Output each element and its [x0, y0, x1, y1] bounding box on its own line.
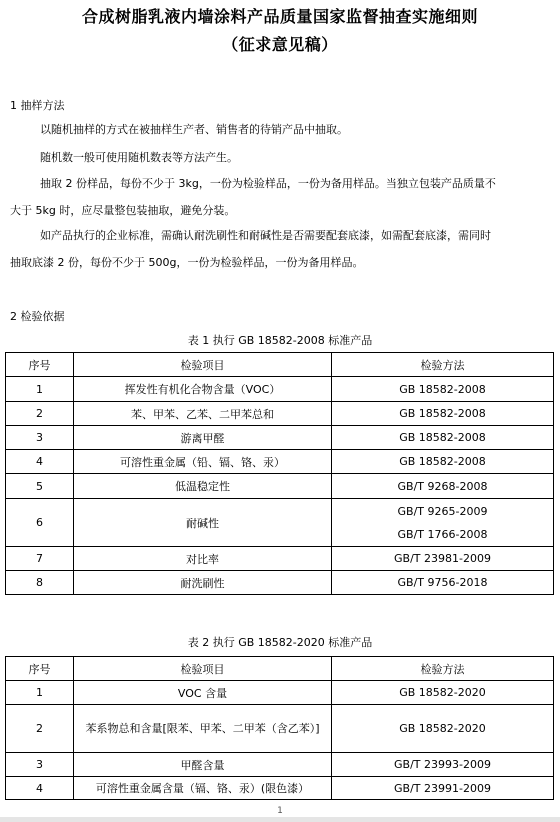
- table-row: [6, 681, 554, 705]
- row-method: GB 18582-2008: [332, 402, 554, 426]
- table1-caption: 表 1 执行 GB 18582-2008 标准产品: [187, 334, 373, 347]
- header-no: 序号: [6, 353, 74, 377]
- sampling-paragraph-4-line2: 抽取底漆 2 份，每份不少于 500g，一份为检验样品，一份为备用样品。: [10, 256, 364, 269]
- method-line: GB/T 1766-2008: [397, 527, 488, 541]
- row-item: 甲醛含量: [74, 753, 332, 777]
- table-row: [6, 474, 554, 499]
- header-no: 序号: [6, 657, 74, 681]
- page-number: 1: [277, 806, 283, 816]
- table-row: [6, 777, 554, 800]
- row-item: VOC 含量: [74, 681, 332, 705]
- row-no: 4: [6, 777, 74, 800]
- table-row: [6, 426, 554, 450]
- row-method: GB/T 9756-2018: [332, 571, 554, 595]
- sampling-paragraph-3-line1: 抽取 2 份样品，每份不少于 3kg，一份为检验样品，一份为备用样品。当独立包装产品质量不: [40, 177, 496, 190]
- table-header-row: [6, 657, 554, 681]
- table-row: [6, 450, 554, 474]
- table1: [5, 352, 554, 595]
- row-no: 7: [6, 547, 74, 571]
- table-row: [6, 571, 554, 595]
- sampling-paragraph-1: 以随机抽样的方式在被抽样生产者、销售者的待销产品中抽取。: [40, 123, 348, 136]
- table-row: [6, 547, 554, 571]
- row-item: 对比率: [74, 547, 332, 571]
- row-no: 3: [6, 753, 74, 777]
- row-no: 6: [6, 499, 74, 547]
- document-subtitle: （征求意见稿）: [222, 35, 338, 54]
- row-no: 2: [6, 705, 74, 753]
- row-item: 低温稳定性: [74, 474, 332, 499]
- row-method: GB 18582-2008: [332, 426, 554, 450]
- row-item: 耐碱性: [74, 499, 332, 547]
- row-no: 8: [6, 571, 74, 595]
- table2-caption: 表 2 执行 GB 18582-2020 标准产品: [187, 636, 373, 649]
- row-method: GB/T 23991-2009: [332, 777, 554, 800]
- row-method: [332, 499, 554, 547]
- row-no: 1: [6, 377, 74, 402]
- row-no: 5: [6, 474, 74, 499]
- row-no: 3: [6, 426, 74, 450]
- table-row: [6, 705, 554, 753]
- table-row: [6, 402, 554, 426]
- sampling-paragraph-4-line1: 如产品执行的企业标准，需确认耐洗刷性和耐碱性是否需要配套底漆，如需配套底漆，需同时: [40, 229, 491, 242]
- row-no: 2: [6, 402, 74, 426]
- row-method: GB/T 9268-2008: [332, 474, 554, 499]
- table-row: [6, 377, 554, 402]
- sampling-paragraph-2: 随机数一般可使用随机数表等方法产生。: [40, 151, 238, 164]
- row-no: 4: [6, 450, 74, 474]
- row-item: 苯、甲苯、乙苯、二甲苯总和: [74, 402, 332, 426]
- row-method: GB 18582-2008: [332, 450, 554, 474]
- row-method: GB/T 23981-2009: [332, 547, 554, 571]
- row-item: 可溶性重金属（铅、镉、铬、汞）: [74, 450, 332, 474]
- row-method: GB 18582-2020: [332, 705, 554, 753]
- row-no: 1: [6, 681, 74, 705]
- header-item: 检验项目: [74, 657, 332, 681]
- sampling-paragraph-3-line2: 大于 5kg 时，应尽量整包装抽取，避免分装。: [10, 204, 236, 217]
- row-item: 耐洗刷性: [74, 571, 332, 595]
- header-method: 检验方法: [332, 353, 554, 377]
- header-method: 检验方法: [332, 657, 554, 681]
- section-heading-sampling: 1 抽样方法: [10, 99, 65, 112]
- row-item: 游离甲醛: [74, 426, 332, 450]
- row-method: GB/T 23993-2009: [332, 753, 554, 777]
- row-item: 可溶性重金属含量（镉、铬、汞）(限色漆）: [74, 777, 332, 800]
- method-line: GB/T 9265-2009: [397, 504, 488, 518]
- table-row: [6, 499, 554, 547]
- document-title: 合成树脂乳液内墙涂料产品质量国家监督抽查实施细则: [81, 7, 478, 26]
- page-divider: [0, 817, 560, 822]
- row-item: 苯系物总和含量[限苯、甲苯、二甲苯（含乙苯）]: [74, 705, 332, 753]
- table2: [5, 656, 554, 800]
- header-item: 检验项目: [74, 353, 332, 377]
- row-method: GB 18582-2008: [332, 377, 554, 402]
- table-header-row: [6, 353, 554, 377]
- row-method: GB 18582-2020: [332, 681, 554, 705]
- row-item: 挥发性有机化合物含量（VOC）: [74, 377, 332, 402]
- table-row: [6, 753, 554, 777]
- section-heading-basis: 2 检验依据: [10, 310, 65, 323]
